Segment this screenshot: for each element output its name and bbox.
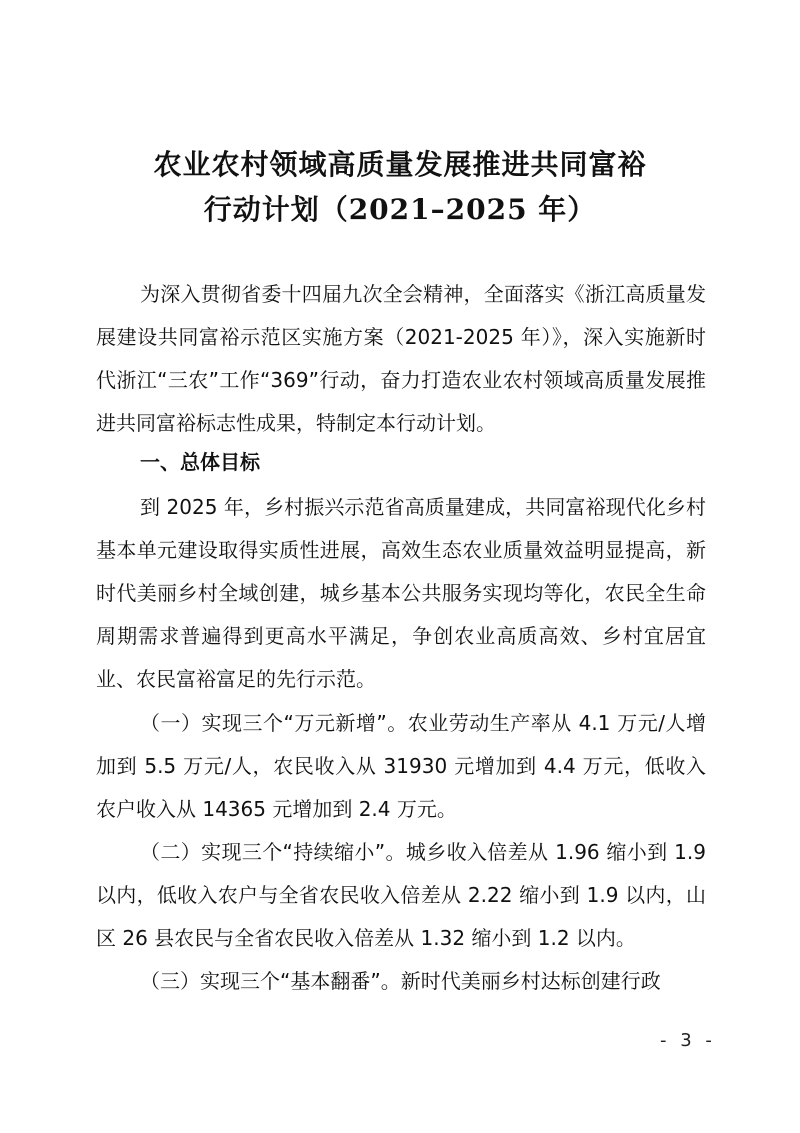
section-heading-overall-goals: 一、总体目标 [140, 450, 260, 474]
intro-paragraph: 为深入贯彻省委十四届九次全会精神，全面落实《浙江高质量发展建设共同富裕示范区实施方案（2021-2025 年）》，深入实施新时代浙江“三农”工作“369”行动，奋力打造农业农村领域高质量发展推进共同富裕标志性成果，特制定本行动计划。 [96, 282, 706, 435]
subsection-paragraph-1: （一）实现三个“万元新增”。农业劳动生产率从 4.1 万元/人增加到 5.5 万元/人，农民收入从 31930 元增加到 4.4 万元，低收入农户收入从 14365 元增加到 2.4 万元。 [96, 711, 706, 821]
subsection-paragraph-2: （二）实现三个“持续缩小”。城乡收入倍差从 1.96 缩小到 1.9 以内，低收入农户与全省农民收入倍差从 2.22 缩小到 1.9 以内，山区 26 县农民与全省农民收入倍差从 1.32 缩小到 1.2 以内。 [96, 840, 706, 950]
page-number: - 3 - [660, 1030, 716, 1051]
goal-paragraph: 到 2025 年，乡村振兴示范省高质量建成，共同富裕现代化乡村基本单元建设取得实质性进展，高效生态农业质量效益明显提高，新时代美丽乡村全域创建，城乡基本公共服务实现均等化，农民全生命周期需求普遍得到更高水平满足，争创农业高质高效、乡村宜居宜业、农民富裕富足的先行示范。 [96, 495, 706, 691]
document-title-line-1: 农业农村领域高质量发展推进共同富裕 [153, 148, 647, 181]
subsection-paragraph-3: （三）实现三个“基本翻番”。新时代美丽乡村达标创建行政 [140, 969, 661, 993]
document-title-line-2: 行动计划（2021–2025 年） [203, 193, 597, 226]
